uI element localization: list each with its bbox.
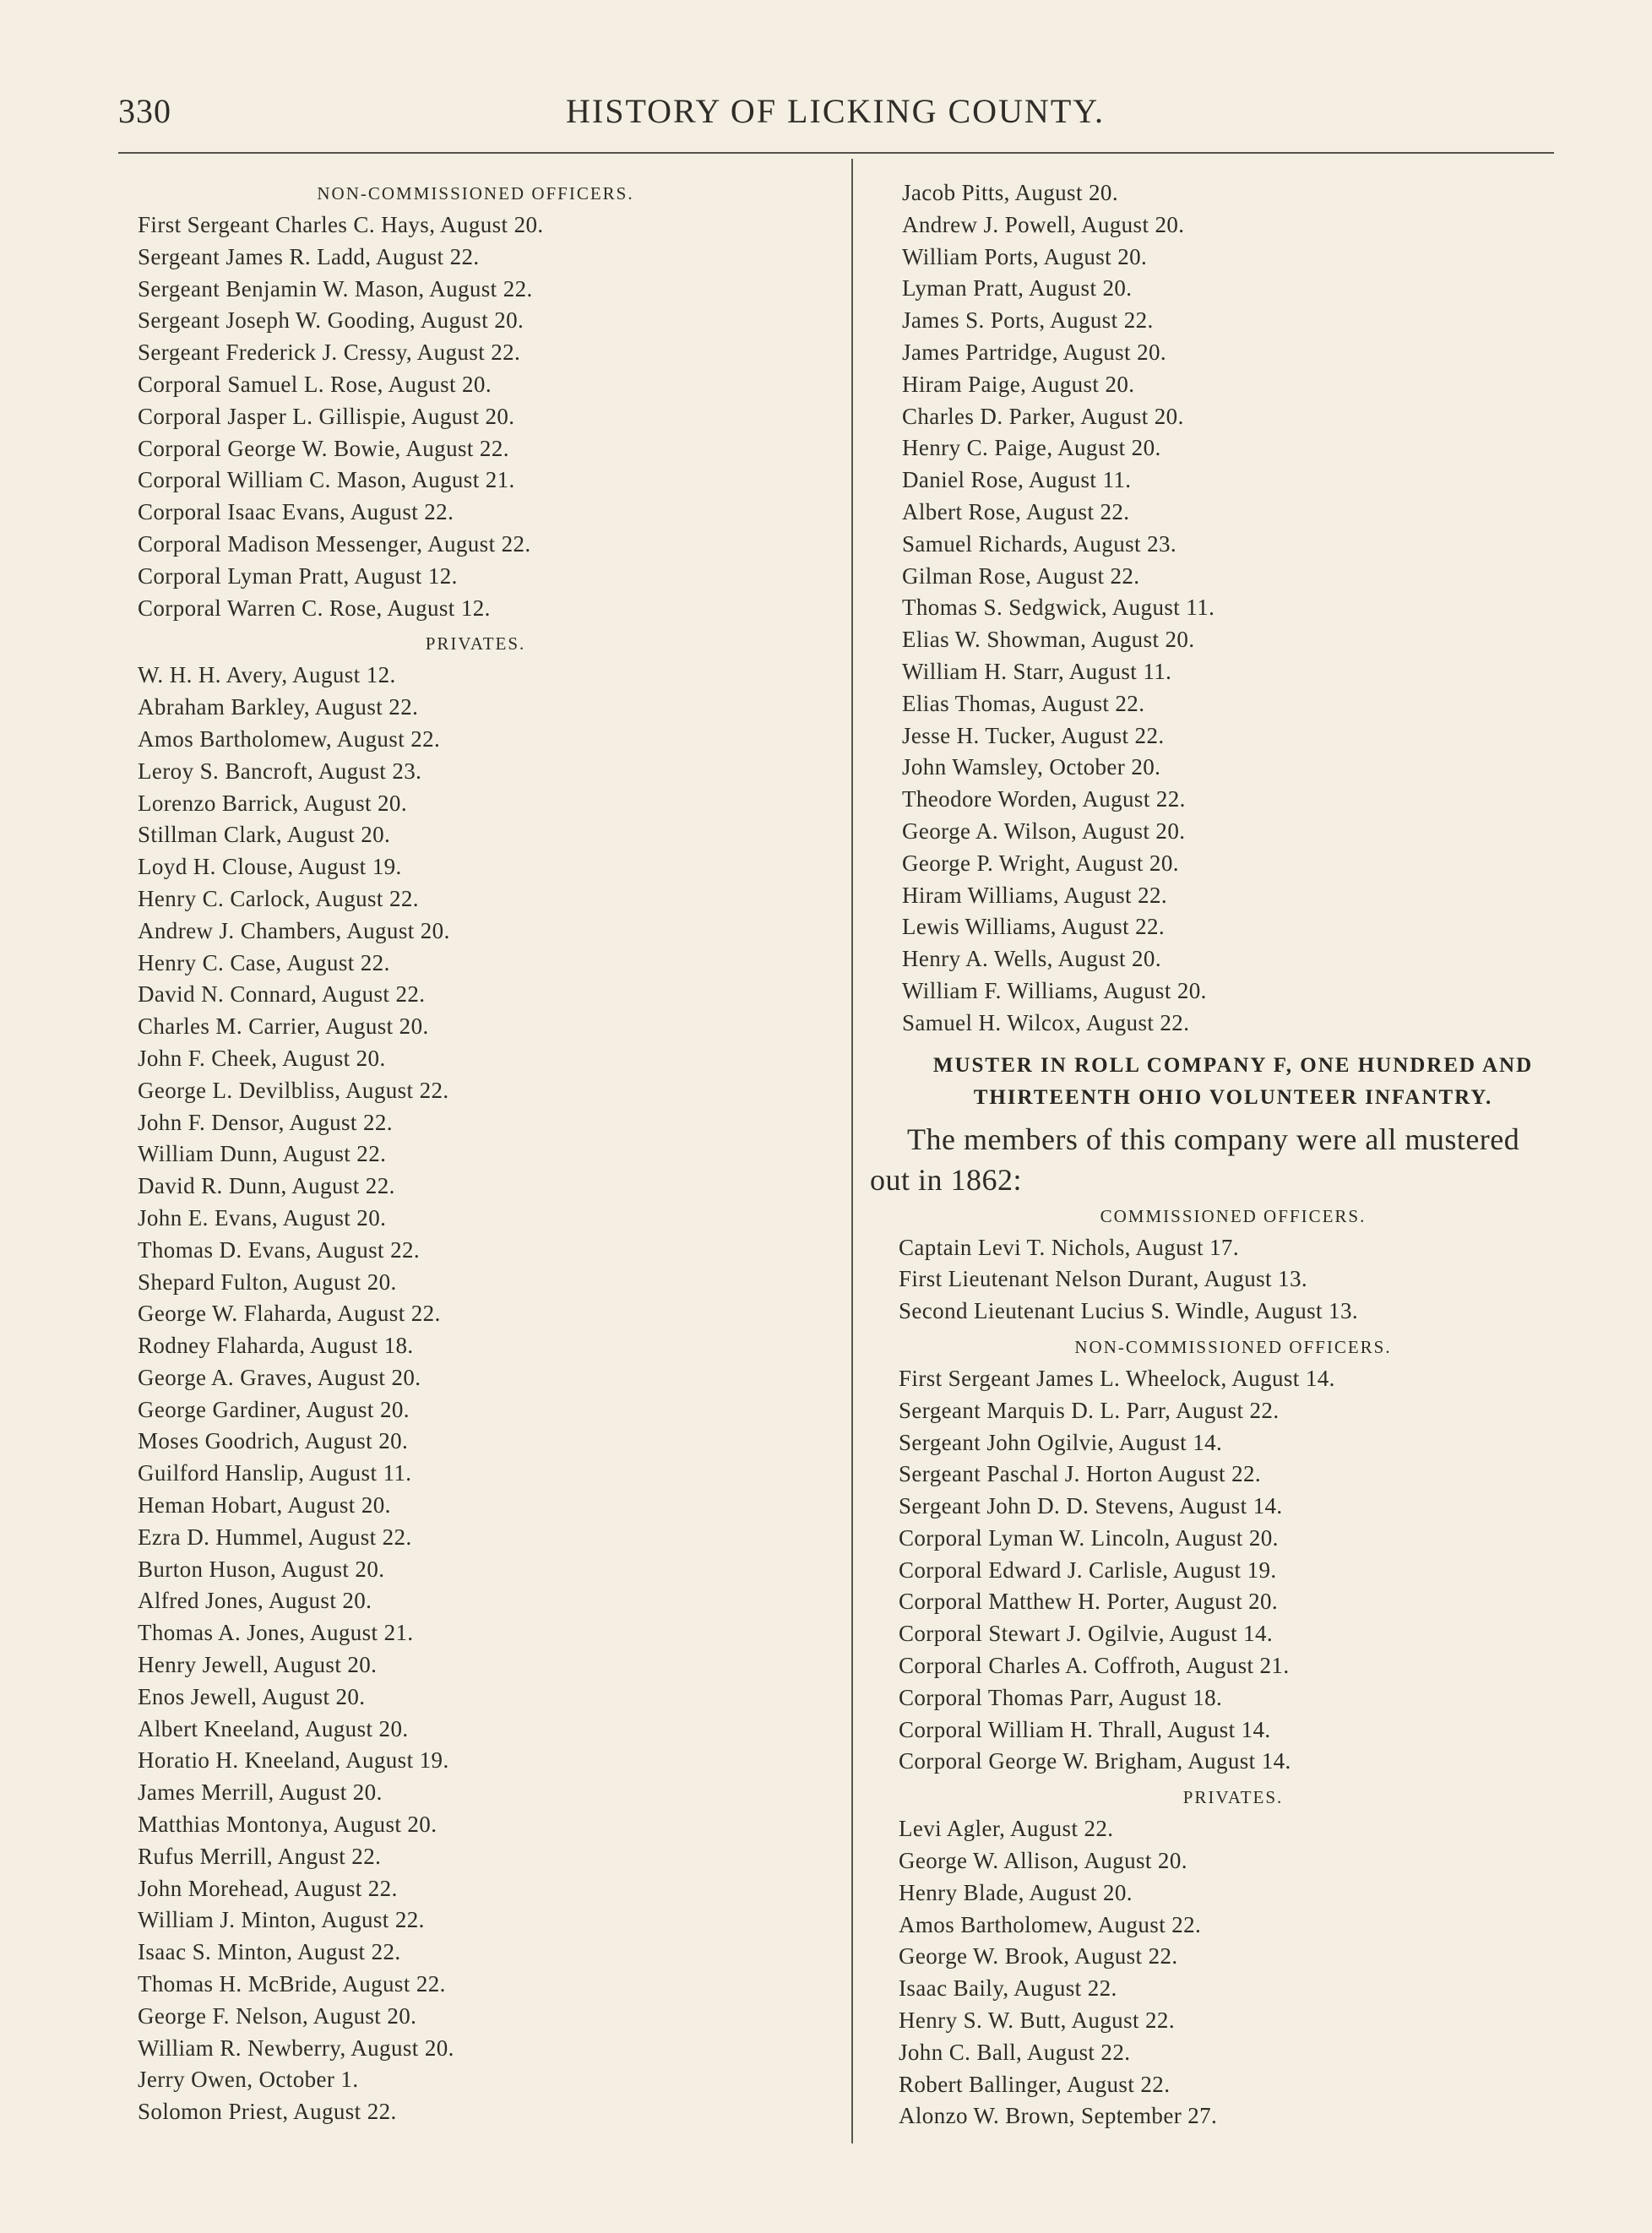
roster-entry: Henry S. W. Butt, August 22. (899, 2008, 1175, 2034)
roster-entry: Henry Jewell, August 20. (138, 1652, 378, 1678)
roster-entry: Corporal Warren C. Rose, August 12. (138, 595, 491, 621)
roster-entry: William Ports, August 20. (902, 243, 1148, 269)
nco-heading-right: NON-COMMISSIONED OFFICERS. (1074, 1336, 1392, 1357)
right-column (870, 177, 1596, 2132)
roster-entry: Sergeant Joseph W. Gooding, August 20. (138, 307, 524, 334)
roster-entry: John Morehead, August 22. (138, 1875, 398, 1901)
roster-entry: Henry C. Case, August 22. (138, 949, 390, 975)
roster-entry: Andrew J. Powell, August 20. (902, 211, 1185, 237)
roster-entry: Rufus Merrill, Angust 22. (138, 1843, 382, 1869)
roster-entry: William R. Newberry, August 20. (138, 2035, 454, 2061)
roster-entry: Elias W. Showman, August 20. (902, 627, 1195, 653)
roster-entry: First Lieutenant Nelson Durant, August 13. (899, 1266, 1307, 1292)
roster-entry: John Wamsley, October 20. (902, 754, 1161, 780)
roster-entry: John F. Cheek, August 20. (138, 1045, 386, 1071)
roster-entry: Corporal Jasper L. Gillispie, August 20. (138, 403, 515, 429)
roster-entry: Sergeant Paschal J. Horton August 22. (899, 1461, 1262, 1487)
roster-entry: Ezra D. Hummel, August 22. (138, 1524, 412, 1550)
roster-entry: Lorenzo Barrick, August 20. (138, 790, 407, 816)
roster-entry: Corporal Matthew H. Porter, August 20. (899, 1589, 1279, 1615)
roster-entry: Sergeant Marquis D. L. Parr, August 22. (899, 1397, 1280, 1423)
roster-entry: Amos Bartholomew, August 22. (138, 725, 441, 752)
roster-entry: William H. Starr, August 11. (902, 658, 1172, 684)
roster-entry: Corporal Lyman W. Lincoln, August 20. (899, 1524, 1279, 1551)
roster-entry: Henry C. Carlock, August 22. (138, 885, 419, 911)
roster-entry: Matthias Montonya, August 20. (138, 1812, 437, 1838)
roster-entry: George A. Wilson, August 20. (902, 818, 1186, 844)
roster-entry: Sergeant Benjamin W. Mason, August 22. (138, 275, 533, 302)
roster-entry: First Sergeant James L. Wheelock, August 14. (899, 1365, 1335, 1391)
roster-entry: Stillman Clark, August 20. (138, 822, 391, 848)
roster-entry: Alfred Jones, August 20. (138, 1588, 372, 1614)
roster-entry: Corporal Samuel L. Rose, August 20. (138, 371, 492, 397)
roster-entry: James S. Ports, August 22. (902, 307, 1154, 334)
roster-entry: Corporal Lyman Pratt, August 12. (138, 562, 458, 589)
roster-entry: John C. Ball, August 22. (899, 2039, 1131, 2065)
roster-entry: George W. Allison, August 20. (899, 1848, 1187, 1874)
commissioned-list (870, 1232, 1596, 1328)
roster-entry: Alonzo W. Brown, September 27. (899, 2103, 1218, 2129)
roster-entry: Elias Thomas, August 22. (902, 690, 1145, 716)
roster-entry: Levi Agler, August 22. (899, 1816, 1114, 1842)
page-header (0, 84, 1652, 135)
roster-entry: Albert Kneeland, August 20. (138, 1715, 409, 1741)
privates-heading: PRIVATES. (425, 633, 526, 655)
roster-entry: Corporal George W. Brigham, August 14. (899, 1748, 1291, 1774)
nco-list (138, 209, 813, 624)
roster-entry: Samuel H. Wilcox, August 22. (902, 1009, 1190, 1035)
roster-entry: John E. Evans, August 20. (138, 1204, 387, 1231)
roster-entry: David N. Connard, August 22. (138, 981, 426, 1008)
roster-entry: Guilford Hanslip, August 11. (138, 1460, 412, 1486)
roster-entry: Corporal Thomas Parr, August 18. (899, 1684, 1223, 1710)
roster-entry: Amos Bartholomew, August 22. (899, 1911, 1202, 1937)
roster-entry: Theodore Worden, August 22. (902, 786, 1186, 812)
roster-entry: Horatio H. Kneeland, August 19. (138, 1747, 449, 1774)
roster-entry: Samuel Richards, August 23. (902, 530, 1177, 557)
roster-entry: Corporal Edward J. Carlisle, August 19. (899, 1557, 1277, 1583)
roster-entry: Henry C. Paige, August 20. (902, 435, 1161, 461)
roster-entry: Hiram Williams, August 22. (902, 882, 1168, 908)
nco-heading: NON-COMMISSIONED OFFICERS. (317, 183, 634, 204)
roster-entry: W. H. H. Avery, August 12. (138, 662, 396, 688)
roster-entry: George A. Graves, August 20. (138, 1364, 421, 1390)
roster-entry: Isaac S. Minton, August 22. (138, 1939, 401, 1965)
roster-entry: First Sergeant Charles C. Hays, August 20. (138, 212, 544, 237)
roster-entry: Henry Blade, August 20. (899, 1879, 1133, 1905)
roster-entry: Corporal William H. Thrall, August 14. (899, 1716, 1271, 1742)
roster-entry: Sergeant John Ogilvie, August 14. (899, 1429, 1223, 1455)
roster-entry: Corporal Charles A. Coffroth, August 21. (899, 1653, 1290, 1679)
roster-entry: Charles D. Parker, August 20. (902, 403, 1184, 429)
roster-entry: Thomas S. Sedgwick, August 11. (902, 595, 1215, 621)
roster-entry: Henry A. Wells, August 20. (902, 946, 1161, 972)
roster-entry: Gilman Rose, August 22. (902, 562, 1140, 589)
roster-entry: Leroy S. Bancroft, August 23. (138, 758, 422, 784)
nco-list-right (870, 1363, 1596, 1778)
privates-list (138, 660, 813, 2128)
roster-entry: Corporal William C. Mason, August 21. (138, 467, 515, 493)
privates-continued-list (870, 177, 1596, 1040)
roster-entry: Albert Rose, August 22. (902, 498, 1130, 524)
roster-entry: Sergeant John D. D. Stevens, August 14. (899, 1493, 1283, 1519)
roster-entry: Daniel Rose, August 11. (902, 467, 1132, 493)
roster-entry: George Gardiner, August 20. (138, 1396, 410, 1422)
roster-entry: Jerry Owen, October 1. (138, 2067, 359, 2093)
roster-entry: Heman Hobart, August 20. (138, 1492, 391, 1519)
roster-entry: Thomas A. Jones, August 21. (138, 1620, 414, 1646)
roster-entry: Corporal George W. Bowie, August 22. (138, 435, 509, 461)
roster-entry: Lyman Pratt, August 20. (902, 275, 1133, 302)
muster-title-line-2: THIRTEENTH OHIO VOLUNTEER INFANTRY. (973, 1085, 1493, 1109)
roster-entry: Andrew J. Chambers, August 20. (138, 917, 450, 943)
roster-entry: Thomas D. Evans, August 22. (138, 1236, 421, 1263)
privates-heading-right: PRIVATES. (1182, 1787, 1284, 1808)
roster-entry: Corporal Stewart J. Ogilvie, August 14. (899, 1621, 1274, 1647)
roster-entry: George W. Brook, August 22. (899, 1943, 1178, 1969)
roster-entry: Isaac Baily, August 22. (899, 1975, 1117, 2002)
muster-note-line-1: The members of this company were all mustered (907, 1122, 1520, 1156)
roster-entry: George L. Devilbliss, August 22. (138, 1077, 449, 1103)
roster-entry: George F. Nelson, August 20. (138, 2002, 417, 2029)
roster-entry: Lewis Williams, August 22. (902, 914, 1166, 940)
privates-list-right (870, 1813, 1596, 2132)
roster-entry: Thomas H. McBride, August 22. (138, 1971, 446, 1997)
roster-entry: William Dunn, August 22. (138, 1141, 387, 1167)
muster-title-line-1: MUSTER IN ROLL COMPANY F, ONE HUNDRED AND (932, 1053, 1534, 1077)
roster-entry: George P. Wright, August 20. (902, 850, 1179, 876)
roster-entry: Abraham Barkley, August 22. (138, 694, 419, 720)
roster-entry: Rodney Flaharda, August 18. (138, 1333, 414, 1359)
roster-entry: Burton Huson, August 20. (138, 1556, 385, 1582)
roster-entry: James Partridge, August 20. (902, 339, 1167, 365)
roster-entry: Jacob Pitts, August 20. (902, 180, 1118, 205)
roster-entry: Moses Goodrich, August 20. (138, 1428, 409, 1454)
roster-entry: Enos Jewell, August 20. (138, 1683, 366, 1709)
column-divider (851, 159, 853, 2143)
muster-note-line-2: out in 1862: (870, 1162, 1023, 1197)
roster-entry: Hiram Paige, August 20. (902, 371, 1135, 397)
roster-entry: Charles M. Carrier, August 20. (138, 1013, 429, 1040)
page-number: 330 (118, 92, 171, 130)
roster-entry: Second Lieutenant Lucius S. Windle, August 13. (899, 1298, 1359, 1324)
roster-entry: Robert Ballinger, August 22. (899, 2071, 1171, 2097)
left-column (138, 177, 813, 2128)
roster-entry: George W. Flaharda, August 22. (138, 1301, 441, 1327)
running-title: HISTORY OF LICKING COUNTY. (566, 92, 1105, 130)
header-rule (118, 152, 1554, 154)
roster-entry: Corporal Isaac Evans, August 22. (138, 499, 454, 525)
roster-entry: Shepard Fulton, August 20. (138, 1269, 397, 1295)
roster-entry: Sergeant Frederick J. Cressy, August 22. (138, 340, 521, 366)
roster-entry: Sergeant James R. Ladd, August 22. (138, 243, 480, 269)
roster-entry: John F. Densor, August 22. (138, 1109, 393, 1135)
roster-entry: David R. Dunn, August 22. (138, 1173, 395, 1199)
commissioned-heading: COMMISSIONED OFFICERS. (1100, 1205, 1367, 1226)
roster-entry: Captain Levi T. Nichols, August 17. (899, 1234, 1239, 1260)
roster-entry: James Merrill, August 20. (138, 1779, 383, 1806)
roster-entry: William F. Williams, August 20. (902, 977, 1207, 1003)
roster-entry: Loyd H. Clouse, August 19. (138, 854, 402, 880)
roster-entry: Corporal Madison Messenger, August 22. (138, 530, 531, 557)
roster-entry: William J. Minton, August 22. (138, 1907, 425, 1933)
roster-entry: Solomon Priest, August 22. (138, 2099, 397, 2125)
roster-entry: Jesse H. Tucker, August 22. (902, 722, 1165, 748)
